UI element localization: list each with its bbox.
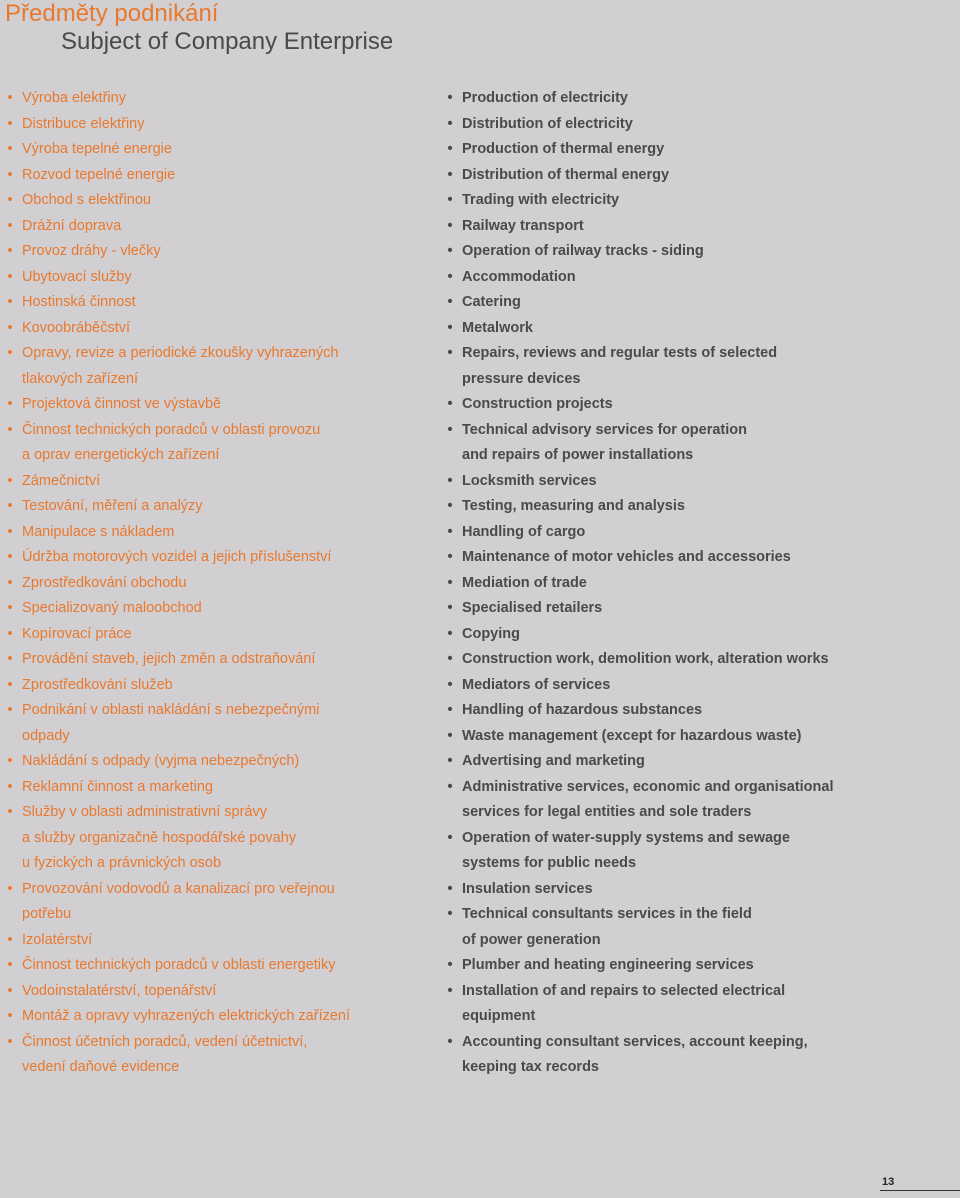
bullet-icon: •	[7, 319, 13, 336]
bullet-icon: •	[7, 421, 13, 438]
list-item	[444, 673, 954, 699]
list-item	[4, 469, 424, 495]
bullet-icon: •	[7, 294, 13, 310]
list-item-text: Činnost technických poradců v oblasti energetiky	[22, 957, 336, 973]
list-item-text: Accounting consultant services, account keeping,	[462, 1033, 808, 1050]
bullet-icon: •	[447, 727, 453, 744]
list-item	[444, 214, 954, 240]
bullet-icon: •	[447, 345, 453, 361]
bullet-icon: •	[447, 1033, 453, 1050]
list-item	[4, 928, 424, 954]
bullet-icon: •	[447, 676, 453, 693]
list-item-text: Mediation of trade	[462, 574, 587, 591]
page-number: 13	[882, 1176, 895, 1188]
list-item	[4, 647, 424, 673]
bullet-icon: •	[7, 625, 13, 642]
list-item-text: Provozování vodovodů a kanalizací pro veřejnou	[22, 880, 335, 897]
bullet-icon: •	[447, 166, 453, 183]
bullet-icon: •	[7, 880, 13, 897]
list-item-text: Reklamní činnost a marketing	[22, 778, 213, 795]
list-item	[4, 137, 424, 163]
list-item-text: Zprostředkování služeb	[22, 676, 173, 693]
list-item-text: Plumber and heating engineering services	[462, 957, 754, 973]
list-item	[444, 392, 954, 418]
bullet-icon: •	[447, 549, 453, 565]
list-item	[444, 749, 954, 775]
bullet-icon: •	[7, 141, 13, 157]
list-item-text: potřebu	[22, 906, 72, 922]
list-item-text: Údržba motorových vozidel a jejich příslušenství	[22, 549, 332, 565]
bullet-icon: •	[7, 702, 13, 718]
list-item-text: Montáž a opravy vyhrazených elektrických zařízení	[22, 1008, 350, 1024]
list-item	[444, 775, 954, 826]
list-item-text: Locksmith services	[462, 472, 597, 489]
list-item-text: Maintenance of motor vehicles and accessories	[462, 549, 791, 565]
bullet-icon: •	[447, 472, 453, 489]
list-item	[4, 622, 424, 648]
list-item-text: Zámečnictví	[22, 472, 101, 489]
list-item-text: Provoz dráhy - vlečky	[22, 243, 161, 259]
bullet-icon: •	[447, 421, 453, 438]
list-item-text: Operation of water-supply systems and sewage	[462, 829, 790, 846]
list-item-text: Kovoobráběčství	[22, 319, 131, 336]
list-item-text: Handling of cargo	[462, 523, 586, 540]
list-item	[444, 341, 954, 392]
list-item	[4, 953, 424, 979]
list-item-text: Construction work, demolition work, alteration works	[462, 651, 829, 667]
list-item	[444, 469, 954, 495]
bullet-icon: •	[7, 90, 13, 106]
bullet-icon: •	[7, 957, 13, 973]
list-item	[4, 800, 424, 877]
list-item-text: Technical advisory services for operation	[462, 421, 748, 438]
bullet-icon: •	[447, 829, 453, 846]
bullet-icon: •	[7, 676, 13, 693]
bullet-icon: •	[447, 115, 453, 132]
bullet-icon: •	[447, 498, 453, 514]
list-item	[4, 775, 424, 801]
bullet-icon: •	[7, 217, 13, 234]
list-item	[444, 979, 954, 1030]
list-item	[4, 571, 424, 597]
list-item	[444, 188, 954, 214]
list-item	[4, 86, 424, 112]
list-item-text: keeping tax records	[462, 1059, 599, 1075]
list-item	[4, 239, 424, 265]
bullet-icon: •	[447, 192, 453, 208]
list-item-text: Specialised retailers	[462, 600, 603, 616]
list-item-text: Distribution of electricity	[462, 115, 633, 132]
bullet-icon: •	[447, 574, 453, 591]
list-item-text: Testování, měření a analýzy	[22, 498, 203, 514]
list-item	[444, 724, 954, 750]
list-item-text: Obchod s elektřinou	[22, 192, 151, 208]
bullet-icon: •	[7, 192, 13, 208]
list-item	[444, 86, 954, 112]
list-item-text: tlakových zařízení	[22, 370, 139, 387]
bullet-icon: •	[7, 166, 13, 183]
list-item	[444, 826, 954, 877]
list-item	[444, 494, 954, 520]
list-item	[444, 316, 954, 342]
list-item-text: Repairs, reviews and regular tests of selected	[462, 345, 778, 361]
bullet-icon: •	[447, 906, 453, 922]
bullet-icon: •	[7, 778, 13, 795]
list-item-text: Ubytovací služby	[22, 268, 132, 285]
list-item-text: Operation of railway tracks - siding	[462, 243, 704, 259]
bullet-icon: •	[7, 1008, 13, 1024]
bullet-icon: •	[447, 396, 453, 412]
list-item-text: Handling of hazardous substances	[462, 702, 703, 718]
bullet-icon: •	[7, 982, 13, 999]
bullet-icon: •	[7, 268, 13, 285]
list-item-text: Accommodation	[462, 268, 576, 285]
list-item-text: systems for public needs	[462, 855, 637, 871]
bullet-icon: •	[7, 651, 13, 667]
list-item	[4, 214, 424, 240]
list-item	[4, 673, 424, 699]
list-item	[444, 290, 954, 316]
page-number-rule	[880, 1190, 960, 1191]
list-item	[444, 1030, 954, 1081]
list-item-text: Technical consultants services in the field	[462, 906, 752, 922]
list-item	[444, 698, 954, 724]
bullet-icon: •	[447, 651, 453, 667]
list-item	[4, 520, 424, 546]
list-item-text: Railway transport	[462, 217, 584, 234]
list-item	[4, 316, 424, 342]
bullet-icon: •	[447, 753, 453, 769]
list-item	[444, 571, 954, 597]
bullet-icon: •	[7, 600, 13, 616]
list-item	[4, 749, 424, 775]
list-item-text: pressure devices	[462, 370, 581, 387]
list-item	[4, 979, 424, 1005]
bullet-icon: •	[447, 778, 453, 795]
list-item-text: Provádění staveb, jejich změn a odstraňování	[22, 651, 316, 667]
list-item	[4, 341, 424, 392]
list-item-text: Installation of and repairs to selected electrical	[462, 982, 786, 999]
list-item-text: Construction projects	[462, 396, 613, 412]
list-item	[444, 622, 954, 648]
list-item-text: Distribuce elektřiny	[22, 115, 145, 132]
list-item	[4, 418, 424, 469]
list-item-text: Drážní doprava	[22, 217, 122, 234]
list-en	[444, 86, 954, 1081]
list-item-text: Projektová činnost ve výstavbě	[22, 396, 222, 412]
bullet-icon: •	[447, 625, 453, 642]
list-item	[4, 163, 424, 189]
list-item-text: Copying	[462, 625, 520, 642]
bullet-icon: •	[7, 243, 13, 259]
list-item-text: Production of electricity	[462, 90, 628, 106]
list-item-text: Činnost účetních poradců, vedení účetnictví,	[22, 1033, 308, 1050]
bullet-icon: •	[447, 600, 453, 616]
list-item-text: Distribution of thermal energy	[462, 166, 670, 183]
list-item	[444, 265, 954, 291]
list-item	[4, 392, 424, 418]
list-item	[444, 520, 954, 546]
list-item	[444, 545, 954, 571]
bullet-icon: •	[7, 498, 13, 514]
list-item	[4, 545, 424, 571]
bullet-icon: •	[7, 574, 13, 591]
list-item-text: services for legal entities and sole traders	[462, 804, 752, 820]
list-item-text: odpady	[22, 727, 70, 744]
list-item-text: a oprav energetických zařízení	[22, 447, 220, 463]
list-cz	[4, 86, 424, 1081]
bullet-icon: •	[447, 243, 453, 259]
list-item-text: Metalwork	[462, 319, 533, 336]
bullet-icon: •	[7, 931, 13, 948]
bullet-icon: •	[447, 141, 453, 157]
bullet-icon: •	[7, 523, 13, 540]
list-item-text: Administrative services, economic and organisational	[462, 778, 834, 795]
list-item-text: Izolatérství	[22, 931, 93, 948]
bullet-icon: •	[7, 1033, 13, 1050]
list-item-text: Manipulace s nákladem	[22, 523, 175, 540]
list-item-text: Hostinská činnost	[22, 294, 136, 310]
list-item-text: Waste management (except for hazardous waste)	[462, 727, 802, 744]
bullet-icon: •	[447, 319, 453, 336]
list-item-text: u fyzických a právnických osob	[22, 855, 222, 871]
bullet-icon: •	[447, 880, 453, 897]
list-item	[444, 647, 954, 673]
list-item	[4, 698, 424, 749]
page-title-en: Subject of Company Enterprise	[61, 28, 394, 55]
bullet-icon: •	[7, 345, 13, 361]
bullet-icon: •	[7, 753, 13, 769]
list-item	[4, 1004, 424, 1030]
bullet-icon: •	[7, 115, 13, 132]
list-item-text: Mediators of services	[462, 676, 611, 693]
list-item	[4, 265, 424, 291]
list-item	[4, 112, 424, 138]
bullet-icon: •	[447, 268, 453, 285]
bullet-icon: •	[7, 804, 13, 820]
list-item	[444, 953, 954, 979]
list-item	[444, 112, 954, 138]
list-item-text: Nakládání s odpady (vyjma nebezpečných)	[22, 753, 300, 769]
list-item	[444, 902, 954, 953]
bullet-icon: •	[447, 294, 453, 310]
list-item	[444, 239, 954, 265]
list-item-text: of power generation	[462, 931, 601, 948]
bullet-icon: •	[447, 982, 453, 999]
list-item-text: Výroba elektřiny	[22, 90, 126, 106]
list-item	[4, 290, 424, 316]
list-item	[4, 188, 424, 214]
page-title-cz: Předměty podnikání	[5, 0, 219, 27]
list-item	[444, 877, 954, 903]
list-item-text: Opravy, revize a periodické zkoušky vyhrazených	[22, 345, 339, 361]
bullet-icon: •	[7, 549, 13, 565]
list-item-text: Služby v oblasti administrativní správy	[22, 804, 267, 820]
list-item	[444, 418, 954, 469]
bullet-icon: •	[447, 90, 453, 106]
list-item	[4, 494, 424, 520]
list-item	[444, 137, 954, 163]
list-item-text: Advertising and marketing	[462, 753, 645, 769]
list-item-text: equipment	[462, 1008, 536, 1024]
bullet-icon: •	[447, 957, 453, 973]
bullet-icon: •	[7, 396, 13, 412]
list-item-text: a služby organizačně hospodářské povahy	[22, 829, 297, 846]
list-item	[444, 596, 954, 622]
list-item-text: Kopírovací práce	[22, 625, 132, 642]
bullet-icon: •	[447, 702, 453, 718]
list-item-text: Testing, measuring and analysis	[462, 498, 685, 514]
list-item	[4, 877, 424, 928]
list-item-text: Rozvod tepelné energie	[22, 166, 176, 183]
list-item	[4, 1030, 424, 1081]
list-item-text: Výroba tepelné energie	[22, 141, 172, 157]
list-item	[444, 163, 954, 189]
bullet-icon: •	[7, 472, 13, 489]
bullet-icon: •	[447, 217, 453, 234]
list-item-text: vedení daňové evidence	[22, 1059, 180, 1075]
list-item-text: and repairs of power installations	[462, 447, 694, 463]
list-item	[4, 596, 424, 622]
list-item-text: Zprostředkování obchodu	[22, 574, 187, 591]
list-item-text: Vodoinstalatérství, topenářství	[22, 982, 217, 999]
list-item-text: Činnost technických poradců v oblasti provozu	[22, 421, 321, 438]
list-item-text: Trading with electricity	[462, 192, 620, 208]
list-item-text: Podnikání v oblasti nakládání s nebezpečnými	[22, 702, 320, 718]
list-item-text: Catering	[462, 294, 521, 310]
list-item-text: Insulation services	[462, 880, 593, 897]
list-item-text: Specializovaný maloobchod	[22, 600, 202, 616]
list-item-text: Production of thermal energy	[462, 141, 665, 157]
bullet-icon: •	[447, 523, 453, 540]
